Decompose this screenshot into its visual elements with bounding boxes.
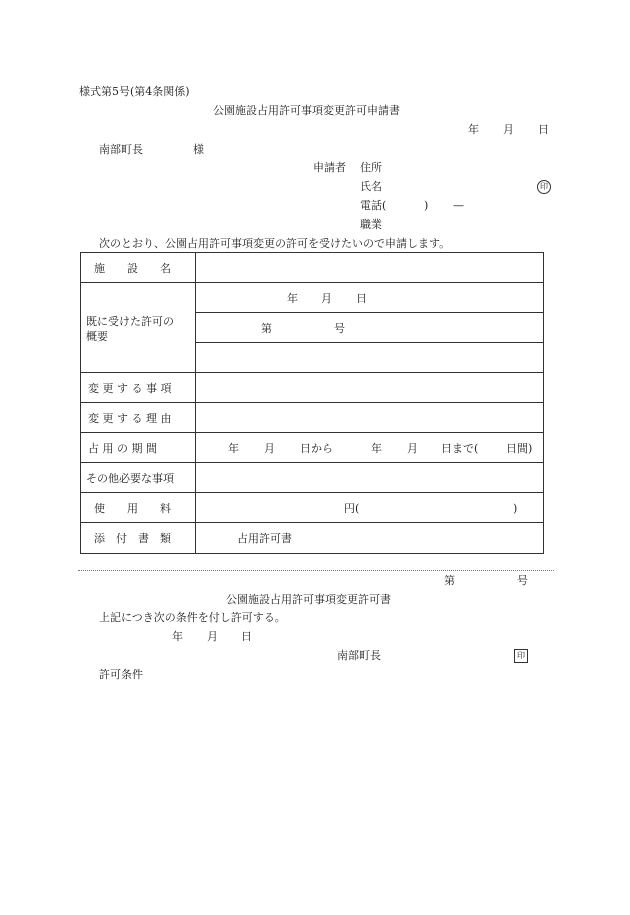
cut-line xyxy=(78,570,554,571)
form-title: 公園施設占用許可事項変更許可申請書 xyxy=(213,104,400,117)
prior-permit-label: 既に受けた許可の xyxy=(86,315,174,328)
applicant-label: 申請者 xyxy=(313,161,346,174)
row-divider xyxy=(81,402,543,403)
period-start-month: 月 xyxy=(264,442,275,455)
change-item-label: 変 更 す る 事 項 xyxy=(88,382,172,395)
addressee-honorific: 様 xyxy=(193,143,204,156)
row-divider xyxy=(81,522,543,523)
attachment-label: 添 付 書 類 xyxy=(94,532,171,545)
permit-conditions: 許可条件 xyxy=(99,668,143,681)
row-divider xyxy=(195,342,543,343)
period-days: 日間) xyxy=(506,442,533,455)
intro-text: 次のとおり、公園占用許可事項変更の許可を受けたいので申請します。 xyxy=(99,237,451,250)
applicant-address-label: 住所 xyxy=(360,161,382,174)
period-label: 占 用 の 期 間 xyxy=(88,442,157,455)
row-divider xyxy=(81,282,543,283)
applicant-occupation-label: 職業 xyxy=(360,218,382,231)
change-reason-label: 変 更 す る 理 由 xyxy=(88,412,172,425)
applicant-phone-close: ) xyxy=(424,199,429,212)
row-divider xyxy=(195,312,543,313)
prior-permit-label-2: 概要 xyxy=(86,330,108,343)
fee-close: ) xyxy=(513,502,518,515)
attachment-value: 占用許可書 xyxy=(237,532,292,545)
permit-date-year: 年 xyxy=(172,630,183,643)
permit-seal-icon: 印 xyxy=(514,649,528,663)
date-month: 月 xyxy=(503,123,514,136)
period-end-day: 日まで( xyxy=(441,442,479,455)
row-divider xyxy=(81,372,543,373)
applicant-name-label: 氏名 xyxy=(360,180,382,193)
addressee-name: 南部町長 xyxy=(99,143,143,156)
permit-issuer: 南部町長 xyxy=(337,649,381,662)
prior-date-year: 年 xyxy=(287,292,298,305)
period-end-year: 年 xyxy=(371,442,382,455)
permit-no-dai: 第 xyxy=(444,574,455,587)
period-end-month: 月 xyxy=(407,442,418,455)
permit-title: 公園施設占用許可事項変更許可書 xyxy=(226,593,391,606)
row-divider xyxy=(81,462,543,463)
date-year: 年 xyxy=(468,123,479,136)
prior-no-go: 号 xyxy=(334,322,345,335)
application-table xyxy=(80,252,544,554)
other-label: その他必要な事項 xyxy=(86,472,174,485)
permit-date-month: 月 xyxy=(207,630,218,643)
facility-name-label: 施 設 名 xyxy=(94,262,171,275)
date-day: 日 xyxy=(538,123,549,136)
permit-no-go: 号 xyxy=(517,574,528,587)
prior-date-day: 日 xyxy=(356,292,367,305)
row-divider xyxy=(81,492,543,493)
applicant-phone-label: 電話( xyxy=(360,199,387,212)
permit-text: 上記につき次の条件を付し許可する。 xyxy=(99,611,286,624)
column-divider xyxy=(195,253,196,553)
fee-yen: 円( xyxy=(344,502,360,515)
fee-label: 使 用 料 xyxy=(94,502,171,515)
row-divider xyxy=(81,432,543,433)
applicant-phone-dash: — xyxy=(453,199,464,212)
period-start-day: 日から xyxy=(300,442,333,455)
form-number: 様式第5号(第4条関係) xyxy=(79,85,190,98)
permit-date-day: 日 xyxy=(241,630,252,643)
period-start-year: 年 xyxy=(228,442,239,455)
prior-no-dai: 第 xyxy=(261,322,272,335)
prior-date-month: 月 xyxy=(321,292,332,305)
applicant-seal-icon: 印 xyxy=(537,180,551,194)
